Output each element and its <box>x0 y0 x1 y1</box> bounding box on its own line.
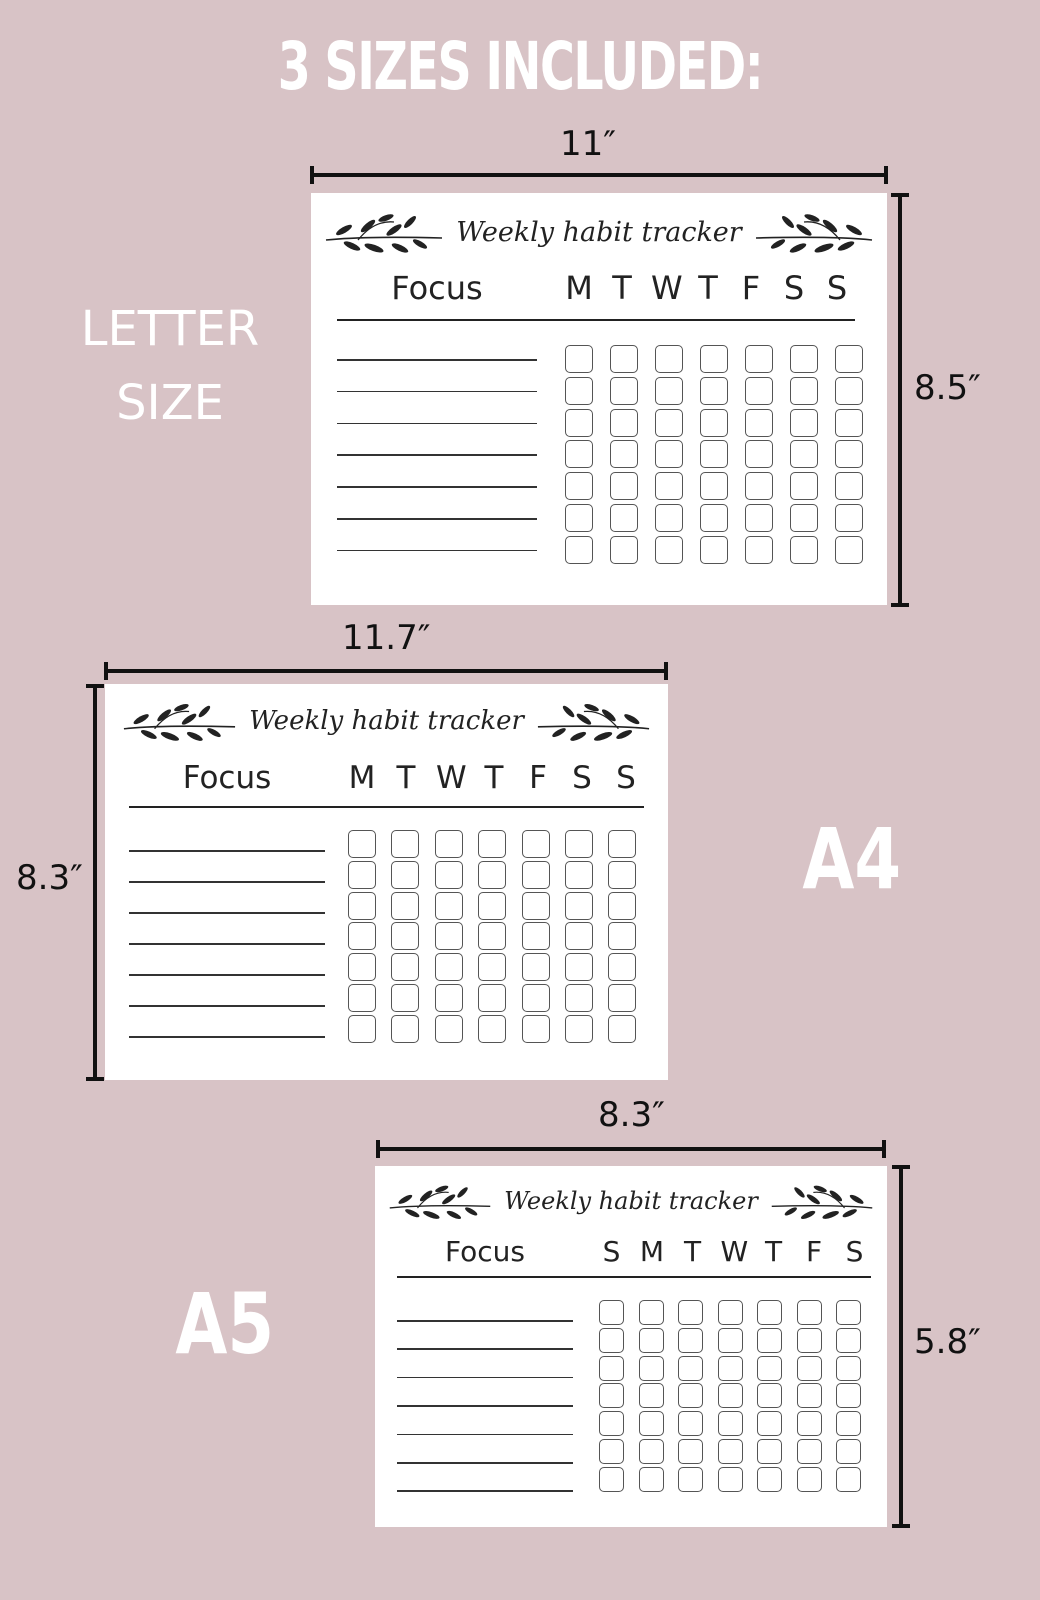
habit-checkbox[interactable] <box>391 922 419 950</box>
habit-checkbox[interactable] <box>348 861 376 889</box>
habit-checkbox[interactable] <box>435 984 463 1012</box>
habit-checkbox[interactable] <box>610 536 638 564</box>
habit-checkbox[interactable] <box>608 861 636 889</box>
weekday-heading: S <box>602 1235 621 1268</box>
habit-checkbox[interactable] <box>610 409 638 437</box>
habit-checkbox[interactable] <box>565 953 593 981</box>
weekday-heading: F <box>741 269 761 307</box>
habit-checkbox[interactable] <box>797 1383 822 1408</box>
habit-checkbox[interactable] <box>565 504 593 532</box>
a5-height-dimension: 5.8″ <box>914 1322 981 1362</box>
habit-checkbox[interactable] <box>639 1328 664 1353</box>
weekday-heading: W <box>651 269 683 307</box>
weekday-heading: T <box>612 269 632 307</box>
habit-checkbox[interactable] <box>478 953 506 981</box>
habit-checkbox[interactable] <box>718 1439 743 1464</box>
letter-label-line1: LETTER <box>80 301 260 357</box>
habit-checkbox[interactable] <box>348 984 376 1012</box>
leaf-branch-icon <box>122 700 237 742</box>
habit-checkbox[interactable] <box>478 830 506 858</box>
habit-checkbox[interactable] <box>522 984 550 1012</box>
habit-checkbox[interactable] <box>478 1015 506 1043</box>
habit-checkbox[interactable] <box>700 472 728 500</box>
sheet-header <box>105 696 668 746</box>
weekday-heading: F <box>805 1235 823 1268</box>
habit-checkbox[interactable] <box>678 1328 703 1353</box>
a5-width-tick-right <box>882 1140 886 1158</box>
habit-checkbox[interactable] <box>700 377 728 405</box>
sheet-title: Weekly habit tracker <box>456 216 742 248</box>
habit-checkbox[interactable] <box>757 1411 782 1436</box>
letter-height-tick-top <box>891 193 909 197</box>
focus-writing-line[interactable] <box>397 1490 573 1492</box>
habit-checkbox[interactable] <box>718 1328 743 1353</box>
a5-height-line <box>899 1166 903 1528</box>
focus-writing-line[interactable] <box>129 1005 325 1007</box>
habit-checkbox[interactable] <box>835 440 863 468</box>
habit-checkbox[interactable] <box>599 1411 624 1436</box>
habit-checkbox[interactable] <box>790 472 818 500</box>
habit-checkbox[interactable] <box>610 472 638 500</box>
habit-checkbox[interactable] <box>745 409 773 437</box>
habit-checkbox[interactable] <box>797 1300 822 1325</box>
habit-checkbox[interactable] <box>391 861 419 889</box>
habit-checkbox[interactable] <box>639 1439 664 1464</box>
habit-checkbox[interactable] <box>835 377 863 405</box>
a4-height-tick-top <box>86 684 104 688</box>
habit-checkbox[interactable] <box>797 1467 822 1492</box>
habit-checkbox[interactable] <box>565 861 593 889</box>
habit-checkbox[interactable] <box>610 345 638 373</box>
letter-label-line2: SIZE <box>116 375 224 431</box>
a4-width-tick-right <box>664 662 668 680</box>
habit-checkbox[interactable] <box>608 892 636 920</box>
habit-checkbox[interactable] <box>655 377 683 405</box>
habit-checkbox[interactable] <box>565 409 593 437</box>
focus-writing-line[interactable] <box>129 974 325 976</box>
habit-checkbox[interactable] <box>790 536 818 564</box>
habit-checkbox[interactable] <box>522 830 550 858</box>
leaf-branch-icon <box>754 210 874 254</box>
habit-checkbox[interactable] <box>836 1411 861 1436</box>
habit-checkbox[interactable] <box>700 440 728 468</box>
habit-checkbox[interactable] <box>745 536 773 564</box>
habit-checkbox[interactable] <box>700 345 728 373</box>
habit-checkbox[interactable] <box>565 377 593 405</box>
weekday-heading: S <box>845 1235 864 1268</box>
a4-width-dimension: 11.7″ <box>342 618 431 658</box>
habit-checkbox[interactable] <box>522 1015 550 1043</box>
focus-heading: Focus <box>182 760 272 796</box>
habit-checkbox[interactable] <box>797 1411 822 1436</box>
leaf-branch-icon <box>536 700 651 742</box>
habit-checkbox[interactable] <box>836 1300 861 1325</box>
habit-checkbox[interactable] <box>790 377 818 405</box>
habit-checkbox[interactable] <box>348 922 376 950</box>
habit-checkbox[interactable] <box>790 440 818 468</box>
habit-checkbox[interactable] <box>655 409 683 437</box>
habit-checkbox[interactable] <box>565 536 593 564</box>
habit-checkbox[interactable] <box>700 409 728 437</box>
habit-checkbox[interactable] <box>745 504 773 532</box>
habit-checkbox[interactable] <box>639 1411 664 1436</box>
weekday-heading: M <box>348 760 376 796</box>
weekday-headings <box>348 760 640 796</box>
habit-checkbox[interactable] <box>435 830 463 858</box>
weekday-heading: S <box>572 760 592 796</box>
weekday-heading: T <box>764 1235 783 1268</box>
focus-writing-line[interactable] <box>397 1434 573 1436</box>
habit-checkbox[interactable] <box>639 1383 664 1408</box>
a5-width-line <box>378 1147 886 1151</box>
habit-checkbox[interactable] <box>478 922 506 950</box>
letter-width-line <box>311 173 887 177</box>
habit-checkbox[interactable] <box>599 1439 624 1464</box>
weekday-heading: T <box>484 760 504 796</box>
habit-checkbox[interactable] <box>565 922 593 950</box>
habit-checkbox[interactable] <box>790 345 818 373</box>
habit-checkbox[interactable] <box>599 1383 624 1408</box>
habit-checkbox[interactable] <box>718 1411 743 1436</box>
habit-checkbox[interactable] <box>599 1467 624 1492</box>
weekday-heading: S <box>826 269 848 307</box>
weekday-heading: F <box>529 760 547 796</box>
habit-checkbox[interactable] <box>478 861 506 889</box>
sheet-header <box>311 207 887 257</box>
habit-checkbox[interactable] <box>391 830 419 858</box>
weekday-heading: T <box>396 760 416 796</box>
habit-checkbox[interactable] <box>610 377 638 405</box>
a4-width-line <box>106 669 668 673</box>
habit-checkbox[interactable] <box>608 830 636 858</box>
focus-writing-line[interactable] <box>129 850 325 852</box>
weekday-heading: T <box>683 1235 702 1268</box>
a4-tracker-sheet <box>105 684 668 1080</box>
habit-checkbox[interactable] <box>565 892 593 920</box>
habit-checkbox[interactable] <box>678 1383 703 1408</box>
habit-checkbox[interactable] <box>745 440 773 468</box>
habit-checkbox[interactable] <box>655 345 683 373</box>
habit-checkbox[interactable] <box>608 922 636 950</box>
focus-writing-line[interactable] <box>337 550 537 552</box>
habit-checkbox[interactable] <box>790 504 818 532</box>
habit-checkbox[interactable] <box>522 892 550 920</box>
focus-writing-line[interactable] <box>337 359 537 361</box>
habit-checkbox[interactable] <box>391 953 419 981</box>
habit-checkbox[interactable] <box>655 536 683 564</box>
a5-height-tick-bottom <box>892 1524 910 1528</box>
habit-checkbox[interactable] <box>639 1467 664 1492</box>
habit-checkbox[interactable] <box>718 1467 743 1492</box>
habit-checkbox[interactable] <box>599 1300 624 1325</box>
habit-checkbox[interactable] <box>522 861 550 889</box>
habit-checkbox[interactable] <box>435 1015 463 1043</box>
habit-checkbox[interactable] <box>391 1015 419 1043</box>
focus-writing-line[interactable] <box>337 518 537 520</box>
focus-writing-line[interactable] <box>129 881 325 883</box>
habit-checkbox[interactable] <box>610 504 638 532</box>
habit-checkbox[interactable] <box>348 953 376 981</box>
a4-height-line <box>93 685 97 1081</box>
weekday-heading: S <box>783 269 805 307</box>
habit-checkbox[interactable] <box>797 1328 822 1353</box>
habit-checkbox-grid <box>348 830 636 1043</box>
habit-checkbox[interactable] <box>608 984 636 1012</box>
habit-checkbox[interactable] <box>565 345 593 373</box>
habit-checkbox[interactable] <box>639 1300 664 1325</box>
habit-checkbox[interactable] <box>678 1356 703 1381</box>
habit-checkbox[interactable] <box>836 1356 861 1381</box>
habit-checkbox[interactable] <box>565 1015 593 1043</box>
a5-size-label: A5 <box>175 1275 275 1373</box>
letter-tracker-sheet <box>311 193 887 605</box>
habit-checkbox[interactable] <box>655 504 683 532</box>
focus-writing-line[interactable] <box>397 1348 573 1350</box>
habit-checkbox[interactable] <box>836 1383 861 1408</box>
habit-checkbox[interactable] <box>718 1356 743 1381</box>
a5-width-dimension: 8.3″ <box>598 1095 665 1135</box>
focus-writing-line[interactable] <box>337 486 537 488</box>
habit-checkbox[interactable] <box>836 1328 861 1353</box>
focus-heading: Focus <box>391 269 483 307</box>
habit-checkbox[interactable] <box>599 1328 624 1353</box>
a4-size-label: A4 <box>802 810 902 908</box>
habit-checkbox[interactable] <box>678 1439 703 1464</box>
weekday-heading: W <box>436 760 467 796</box>
habit-checkbox[interactable] <box>608 953 636 981</box>
habit-checkbox[interactable] <box>790 409 818 437</box>
habit-checkbox[interactable] <box>757 1383 782 1408</box>
habit-checkbox[interactable] <box>435 861 463 889</box>
habit-checkbox[interactable] <box>435 892 463 920</box>
weekday-heading: M <box>639 1235 665 1268</box>
weekday-heading: W <box>720 1235 749 1268</box>
header-rule <box>337 319 855 321</box>
habit-checkbox[interactable] <box>700 504 728 532</box>
habit-checkbox[interactable] <box>599 1356 624 1381</box>
focus-writing-line[interactable] <box>397 1377 573 1379</box>
leaf-branch-icon <box>388 1182 492 1220</box>
sheet-title: Weekly habit tracker <box>504 1187 758 1215</box>
focus-writing-line[interactable] <box>397 1462 573 1464</box>
habit-checkbox[interactable] <box>757 1356 782 1381</box>
habit-checkbox[interactable] <box>835 536 863 564</box>
habit-checkbox[interactable] <box>478 892 506 920</box>
leaf-branch-icon <box>770 1182 874 1220</box>
habit-checkbox[interactable] <box>565 830 593 858</box>
focus-writing-line[interactable] <box>129 943 325 945</box>
weekday-heading: M <box>565 269 593 307</box>
habit-checkbox[interactable] <box>565 984 593 1012</box>
habit-checkbox[interactable] <box>565 440 593 468</box>
habit-checkbox[interactable] <box>797 1356 822 1381</box>
a4-width-tick-left <box>104 662 108 680</box>
habit-checkbox[interactable] <box>522 953 550 981</box>
habit-checkbox[interactable] <box>655 440 683 468</box>
focus-writing-line[interactable] <box>337 423 537 425</box>
a5-height-tick-top <box>892 1165 910 1169</box>
habit-checkbox[interactable] <box>757 1328 782 1353</box>
habit-checkbox[interactable] <box>745 345 773 373</box>
headline: 3 SIZES INCLUDED: <box>277 28 763 105</box>
weekday-headings <box>565 271 851 307</box>
habit-checkbox[interactable] <box>836 1439 861 1464</box>
habit-checkbox-grid <box>565 345 863 564</box>
habit-checkbox[interactable] <box>565 472 593 500</box>
habit-checkbox[interactable] <box>348 892 376 920</box>
habit-checkbox[interactable] <box>478 984 506 1012</box>
focus-writing-line[interactable] <box>337 454 537 456</box>
habit-checkbox[interactable] <box>757 1439 782 1464</box>
weekday-heading: T <box>698 269 718 307</box>
focus-writing-line[interactable] <box>397 1405 573 1407</box>
letter-height-line <box>898 194 902 606</box>
header-rule <box>129 806 644 808</box>
habit-checkbox[interactable] <box>835 345 863 373</box>
habit-checkbox[interactable] <box>435 922 463 950</box>
focus-writing-line[interactable] <box>129 1036 325 1038</box>
sheet-title: Weekly habit tracker <box>249 706 524 736</box>
habit-checkbox[interactable] <box>348 830 376 858</box>
habit-checkbox[interactable] <box>745 472 773 500</box>
a4-height-dimension: 8.3″ <box>16 858 83 898</box>
habit-checkbox[interactable] <box>348 1015 376 1043</box>
leaf-branch-icon <box>324 210 444 254</box>
letter-height-dimension: 8.5″ <box>914 368 981 408</box>
a4-height-tick-bottom <box>86 1077 104 1081</box>
habit-checkbox[interactable] <box>639 1356 664 1381</box>
habit-checkbox[interactable] <box>391 984 419 1012</box>
habit-checkbox[interactable] <box>835 409 863 437</box>
a5-width-tick-left <box>376 1140 380 1158</box>
focus-heading: Focus <box>445 1235 525 1268</box>
habit-checkbox-grid <box>599 1300 861 1492</box>
sheet-header <box>375 1178 887 1224</box>
habit-checkbox[interactable] <box>678 1300 703 1325</box>
letter-width-tick-left <box>310 166 314 184</box>
weekday-heading: S <box>616 760 636 796</box>
letter-width-dimension: 11″ <box>560 124 616 164</box>
habit-checkbox[interactable] <box>678 1411 703 1436</box>
focus-writing-line[interactable] <box>129 912 325 914</box>
letter-height-tick-bottom <box>891 603 909 607</box>
habit-checkbox[interactable] <box>655 472 683 500</box>
focus-writing-line[interactable] <box>397 1320 573 1322</box>
habit-checkbox[interactable] <box>745 377 773 405</box>
habit-checkbox[interactable] <box>757 1467 782 1492</box>
habit-checkbox[interactable] <box>835 472 863 500</box>
focus-writing-line[interactable] <box>337 391 537 393</box>
habit-checkbox[interactable] <box>797 1439 822 1464</box>
a5-tracker-sheet <box>375 1166 887 1527</box>
habit-checkbox[interactable] <box>718 1300 743 1325</box>
habit-checkbox[interactable] <box>718 1383 743 1408</box>
habit-checkbox[interactable] <box>678 1467 703 1492</box>
header-rule <box>397 1276 871 1278</box>
habit-checkbox[interactable] <box>835 504 863 532</box>
habit-checkbox[interactable] <box>435 953 463 981</box>
habit-checkbox[interactable] <box>836 1467 861 1492</box>
letter-width-tick-right <box>884 166 888 184</box>
habit-checkbox[interactable] <box>608 1015 636 1043</box>
habit-checkbox[interactable] <box>391 892 419 920</box>
letter-size-label <box>60 292 280 440</box>
habit-checkbox[interactable] <box>522 922 550 950</box>
habit-checkbox[interactable] <box>700 536 728 564</box>
habit-checkbox[interactable] <box>610 440 638 468</box>
weekday-headings <box>599 1236 867 1268</box>
habit-checkbox[interactable] <box>757 1300 782 1325</box>
